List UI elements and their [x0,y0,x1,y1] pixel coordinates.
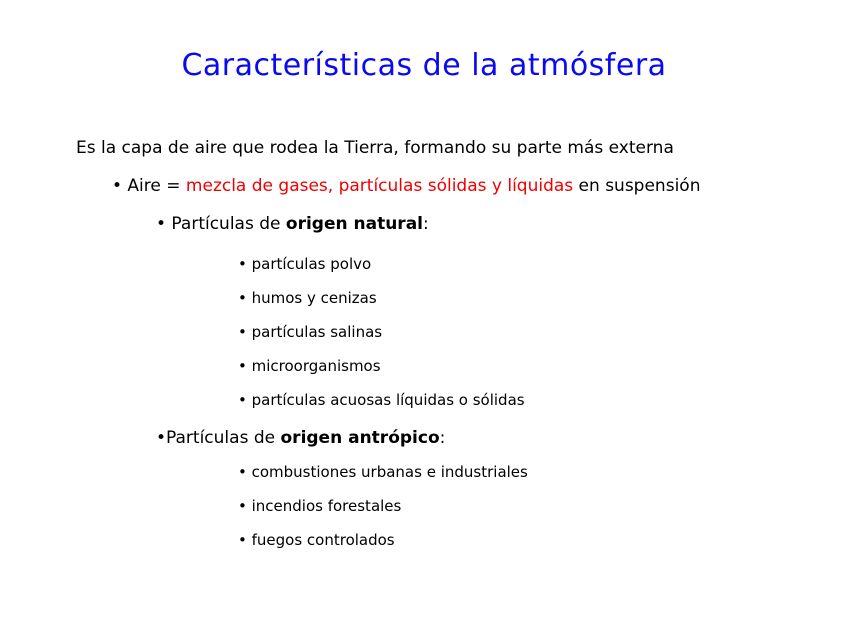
bullet-origen-antropico [156,428,445,448]
origen-antropico-bold: origen antrópico [280,428,440,448]
list-item: • microorganismos [238,357,381,375]
slide-title: Características de la atmósfera [181,48,667,83]
bullet-origen-natural [156,214,429,234]
list-item: • fuegos controlados [238,531,395,549]
list-item: • partículas polvo [238,255,372,273]
list-item: • combustiones urbanas e industriales [238,463,528,481]
intro-text: Es la capa de aire que rodea la Tierra, formando su parte más externa [76,138,674,158]
origen-antropico-suffix: : [439,428,446,448]
list-item: • partículas acuosas líquidas o sólidas [238,391,525,409]
list-item: • incendios forestales [238,497,402,515]
origen-natural-prefix: • Partículas de [156,214,286,234]
origen-antropico-prefix: •Partículas de [156,428,281,448]
bullet-aire [112,176,700,196]
origen-natural-suffix: : [423,214,429,234]
origen-natural-bold: origen natural [285,214,423,234]
bullet-aire-prefix: • Aire = [112,176,186,196]
list-item: • partículas salinas [238,323,383,341]
list-item: • humos y cenizas [238,289,377,307]
bullet-aire-suffix: en suspensión [573,176,701,196]
bullet-aire-highlight: mezcla de gases, partículas sólidas y líquidas [185,176,574,196]
